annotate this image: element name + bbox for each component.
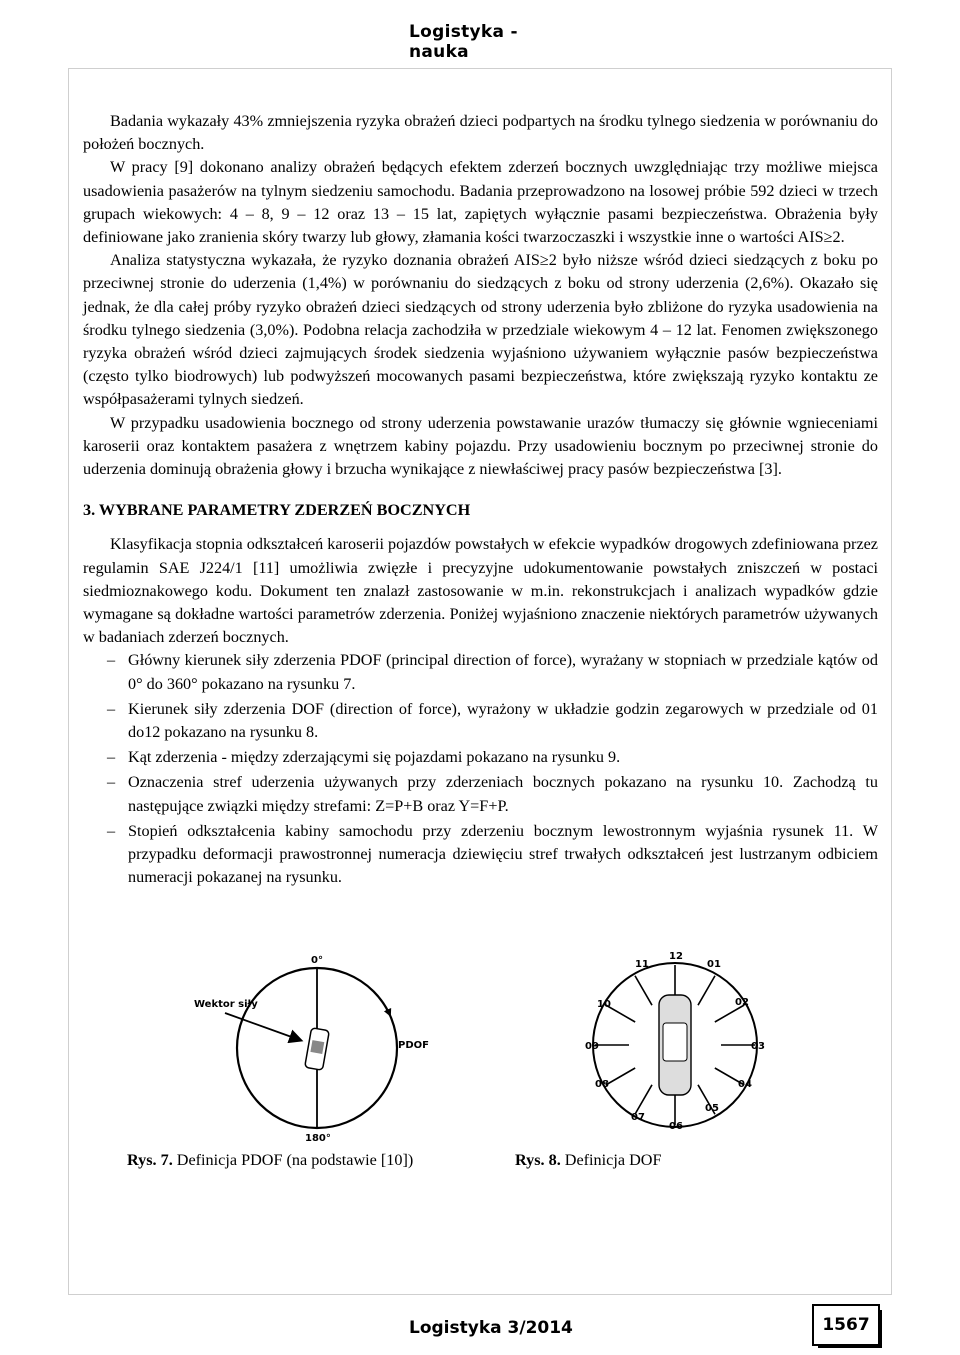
figure-8-caption xyxy=(515,1151,661,1170)
list-item-text: Stopień odkształcenia kabiny samochodu przy zderzeniu bocznym lewostronnym wyjaśnia rysunek 11. W przypadku deformacji prawostronnej numeracja dziewięciu stref trwałych odkształceń jest lustrzanym odbiciem numeracji pokazanej na rysunku. xyxy=(128,821,878,887)
dof-label-10: 10 xyxy=(597,999,611,1010)
list-dash: – xyxy=(107,651,116,670)
figure-7-pdof-diagram xyxy=(150,945,480,1145)
list-dash: – xyxy=(107,748,116,767)
dof-spoke xyxy=(698,976,715,1005)
dof-spoke xyxy=(606,1068,635,1085)
list-item-text: Główny kierunek siły zderzenia PDOF (principal direction of force), wyrażany w stopniach w przedziale kątów od 0° do 360° pokazano na rysunku 7. xyxy=(128,651,878,693)
vehicle-cabin xyxy=(310,1040,324,1054)
paragraph: W pracy [9] dokonano analizy obrażeń będących efektem zderzeń bocznych uwzględniając trzy możliwe miejsca usadowienia pasażerów na tylnym siedzeniu samochodu. Badania przeprowadzono na losowej próbie 592 dzieci w trzech grupach wiekowych: 4 – 8, 9 – 12 oraz 13 – 15 lat, zapiętych wyłącznie pasami bezpieczeństwa. Obrażenia były definiowane jako zranienia skóry twarzy lub głowy, złamania kości twarzoczaszki i wszystkie inne o wartości AIS≥2. xyxy=(83,158,878,247)
dof-label-07: 07 xyxy=(631,1112,645,1123)
list-item-text: Kierunek siły zderzenia DOF (direction of force), wyrażony w układzie godzin zegarowych w przedziale od 01 do12 pokazano na rysunku 8. xyxy=(128,699,878,742)
list-item xyxy=(83,649,878,695)
list-item xyxy=(83,820,878,890)
list-item-text: Kąt zderzenia - między zderzającymi się pojazdami pokazano na rysunku 9. xyxy=(128,748,621,767)
label-180-degrees: 180° xyxy=(305,1133,331,1144)
figure-7-caption xyxy=(127,1151,413,1170)
paragraph: W przypadku usadowienia bocznego od strony uderzenia powstawanie urazów tłumaczy się głównie wgnieceniami karoserii oraz kontaktem pasażera z wnętrzem kabiny pojazdu. Przy usadowieniu bocznym po przeciwnej stronie do uderzenia dominują obrażenia głowy i brzucha wynikające z niewłaściwej pracy pasów bezpieczeństwa [3]. xyxy=(83,413,878,479)
label-0-degrees: 0° xyxy=(311,955,323,966)
dof-label-08: 08 xyxy=(595,1079,609,1090)
paragraph: Analiza statystyczna wykazała, że ryzyko doznania obrażeń AIS≥2 było niższe wśród dzieci siedzących z boku po przeciwnej stronie do uderzenia (1,4%) w porównaniu do siedzących z boku od strony uderzenia (2,6%). Okazało się jednak, że dla całej próby ryzyko obrażeń dzieci siedzących od strony uderzenia było zbliżone do ryzyka usadowienia na środku tylnego siedzenia (3,0%). Podobna relacja zachodziła w przedziale wiekowym 4 – 12 lat. Fenomen zwiększonego ryzyka obrażeń wśród dzieci zajmujących środek siedzenia wyjaśniono używaniem wyłącznie pasów bezpieczeństwa (często tylko biodrowych) lub podwyższeń mocowanych pasami bezpieczeństwa, które zwiększają ryzyko kontaktu ze współpasażerami tylnych siedzeń. xyxy=(83,251,878,409)
journal-footer: Logistyka 3/2014 xyxy=(409,1318,573,1338)
dof-spoke xyxy=(635,1085,652,1114)
list-dash: – xyxy=(107,773,116,792)
paragraph: Klasyfikacja stopnia odkształceń karoserii pojazdów powstałych w efekcie wypadków drogowych zdefiniowana przez regulamin SAE J224/1 [11] umożliwia zwięzłe i precyzyjne udokumentowanie powstałych zniszczeń w postaci siedmioznakowego kodu. Dokument ten znalazł zastosowanie w m.in. rekonstrukcjach i analizach wypadków gdzie wymagane są dokładne wartości parametrów zderzenia. Poniżej wyjaśniono znaczenie niektórych parametrów używanych w badaniach zderzeń bocznych. xyxy=(83,535,878,647)
figure-8-dof-diagram xyxy=(555,945,795,1145)
dof-spoke xyxy=(635,976,652,1005)
parameter-list xyxy=(83,649,878,889)
force-vector-line xyxy=(225,1013,300,1040)
page-number: 1567 xyxy=(812,1304,880,1346)
list-item xyxy=(83,746,878,769)
paragraph: Badania wykazały 43% zmniejszenia ryzyka obrażeń dzieci podpartych na środku tylnego siedzenia w porównaniu do położeń bocznych. xyxy=(83,112,878,154)
running-header: Logistyka - nauka xyxy=(409,22,518,62)
car-roof xyxy=(663,1023,687,1061)
list-dash: – xyxy=(107,699,116,718)
dof-label-11: 11 xyxy=(635,959,649,970)
dof-label-09: 09 xyxy=(585,1041,599,1052)
dof-label-12: 12 xyxy=(669,951,683,962)
article-body xyxy=(83,110,878,892)
caption-text: Definicja DOF xyxy=(560,1151,662,1169)
dof-label-02: 02 xyxy=(735,997,749,1008)
dof-label-06: 06 xyxy=(669,1121,683,1132)
list-item-text: Oznaczenia stref uderzenia używanych przy zderzeniach bocznych pokazano na rysunku 10. Zachodzą tu następujące związki między strefami: Z=P+B oraz Y=F+P. xyxy=(128,773,878,815)
pdof-arc-arrow xyxy=(317,968,390,1015)
list-item xyxy=(83,771,878,817)
caption-number: Rys. 7. xyxy=(127,1151,173,1169)
dof-label-01: 01 xyxy=(707,959,721,970)
list-dash: – xyxy=(107,821,116,840)
list-item xyxy=(83,698,878,744)
label-pdof: PDOF xyxy=(398,1040,429,1051)
dof-label-05: 05 xyxy=(705,1103,719,1114)
label-force-vector: Wektor siły xyxy=(194,999,258,1010)
caption-text: Definicja PDOF (na podstawie [10]) xyxy=(172,1151,414,1169)
section-heading: 3. WYBRANE PARAMETRY ZDERZEŃ BOCZNYCH xyxy=(83,501,471,520)
caption-number: Rys. 8. xyxy=(515,1151,561,1169)
dof-label-04: 04 xyxy=(738,1079,752,1090)
dof-label-03: 03 xyxy=(751,1041,765,1052)
